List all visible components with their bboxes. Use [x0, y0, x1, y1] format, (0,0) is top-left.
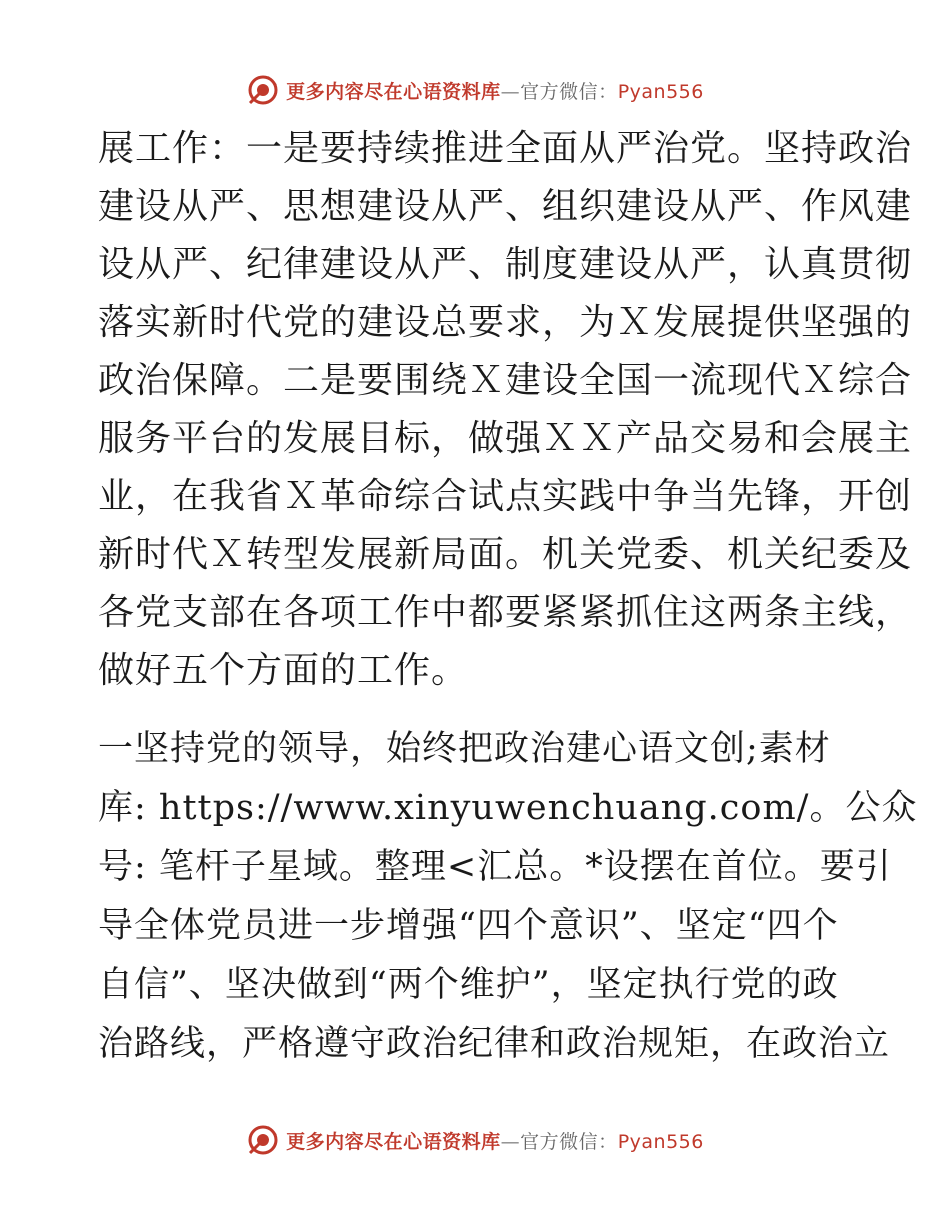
text-line: 设从严、纪律建设从严、制度建设从严，认真贯彻	[98, 244, 913, 285]
text-line: 一坚持党的领导，始终把政治建心语文创;素材	[98, 729, 831, 769]
quill-logo-icon	[246, 73, 280, 107]
footer-watermark-banner	[0, 1120, 950, 1160]
text-line: 库: https://www.xinyuwenchuang.com/。公众	[98, 788, 918, 828]
header-watermark-banner	[0, 70, 950, 110]
text-line: 自信”、坚决做到“两个维护”，坚定执行党的政	[98, 965, 839, 1005]
text-line: 展工作：一是要持续推进全面从严治党。坚持政治	[98, 128, 913, 169]
text-line: 新时代Ｘ转型发展新局面。机关党委、机关纪委及	[98, 534, 913, 575]
text-line: 落实新时代党的建设总要求，为Ｘ发展提供坚强的	[98, 302, 913, 343]
text-line: 建设从严、思想建设从严、组织建设从严、作风建	[98, 186, 913, 227]
banner-text: 更多内容尽在心语资料库—官方微信：Pyan556	[286, 1130, 704, 1153]
text-line: 服务平台的发展目标，做强ＸＸ产品交易和会展主	[98, 418, 913, 459]
body-paragraph-2	[98, 720, 918, 1074]
banner-text: 更多内容尽在心语资料库—官方微信：Pyan556	[286, 80, 704, 103]
text-line: 业，在我省Ｘ革命综合试点实践中争当先锋，开创	[98, 476, 913, 517]
quill-logo-icon	[246, 1123, 280, 1157]
text-line: 导全体党员进一步增强“四个意识”、坚定“四个	[98, 906, 839, 946]
text-line: 政治保障。二是要围绕Ｘ建设全国一流现代Ｘ综合	[98, 360, 913, 401]
text-line: 治路线，严格遵守政治纪律和政治规矩，在政治立	[98, 1024, 891, 1064]
text-line: 号: 笔杆子星域。整理<汇总。*设摆在首位。要引	[98, 847, 892, 887]
text-line: 做好五个方面的工作。	[98, 650, 469, 691]
body-paragraph-1	[98, 120, 913, 700]
text-line: 各党支部在各项工作中都要紧紧抓住这两条主线，	[98, 592, 913, 633]
